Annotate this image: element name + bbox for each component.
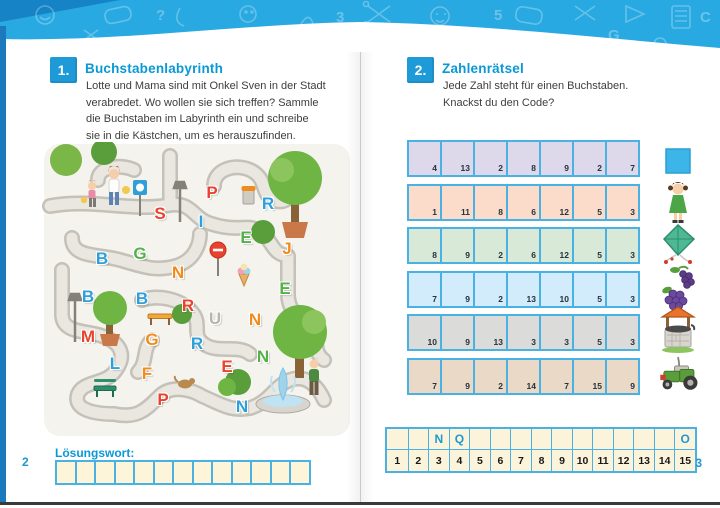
letter-input-cell[interactable] [605,140,640,177]
code-key-letter-cell[interactable] [531,429,552,450]
letter-input-cell[interactable] [407,358,442,395]
maze-letter-N: N [256,347,270,366]
cell-number-label: 9 [465,293,470,304]
letter-input-cell[interactable] [440,358,475,395]
code-word-row-1 [407,140,640,177]
page-number-left: 2 [22,455,29,469]
code-key-letter-cell[interactable] [551,429,572,450]
maze-letter-B: B [135,289,149,308]
instruction-line: verabredet. Wo wollen sie sich treffen? Sammle [86,96,319,109]
letter-input-cell[interactable] [605,358,640,395]
code-key-number-cell: 4 [449,450,470,471]
letter-input-cell[interactable] [572,140,607,177]
code-key-number-cell: 10 [572,450,593,471]
code-key-number-cell: 12 [613,450,634,471]
letter-input-cell[interactable] [407,184,442,221]
code-key-number-cell: 3 [428,450,449,471]
cell-number-label: 5 [597,337,602,348]
letter-input-cell[interactable] [605,184,640,221]
maze-letter-E: E [221,357,233,376]
code-word-row-6 [407,358,640,395]
code-key-letter-cell[interactable]: O [674,429,695,450]
row-clue-1 [655,140,701,182]
letter-input-cell[interactable] [473,358,508,395]
cell-number-label: 5 [597,206,602,217]
code-key-letter-cell[interactable] [592,429,613,450]
task-instructions-left [86,78,361,144]
maze-letter-P: P [206,183,218,202]
cell-number-label: 11 [461,206,470,217]
code-word-row-5 [407,314,640,351]
cell-number-label: 12 [559,206,569,217]
solution-letter-box[interactable] [192,460,214,485]
row-clue-3 [655,224,701,266]
solution-letter-box[interactable] [172,460,194,485]
grapes-icon [659,264,697,310]
code-key-letter-cell[interactable] [387,429,408,450]
cell-number-label: 13 [493,337,503,348]
code-key-letter-cell[interactable] [613,429,634,450]
letter-input-cell[interactable] [473,184,508,221]
letter-input-cell[interactable] [440,140,475,177]
cell-number-label: 2 [498,293,503,304]
page-number-right: 3 [695,456,702,470]
maze-letter-E: E [279,279,291,298]
cell-number-label: 6 [531,206,536,217]
instruction-line: Jede Zahl steht für einen Buchstaben. [443,80,629,92]
letter-input-cell[interactable] [539,227,574,264]
letter-input-cell[interactable] [572,227,607,264]
instruction-line: die Buchstaben im Labyrinth ein und schreibe [86,113,309,125]
code-key-letter-cell[interactable] [633,429,654,450]
cell-number-label: 2 [597,163,602,173]
letter-input-cell[interactable] [473,227,508,264]
doodle-glyph: ? [156,7,166,24]
letter-input-cell[interactable] [572,184,607,221]
cell-number-label: 14 [526,381,536,391]
letter-input-cell[interactable] [473,314,508,351]
cell-number-label: 3 [564,337,569,348]
code-word-row-2 [407,184,640,221]
cell-number-label: 3 [630,337,635,348]
solution-word-boxes [55,460,311,485]
cell-number-label: 2 [498,250,503,261]
row-clue-4 [655,266,701,308]
solution-letter-box[interactable] [231,460,253,485]
page-right [360,0,720,508]
letter-input-cell[interactable] [572,358,607,395]
code-key-letter-cell[interactable] [510,429,531,450]
code-key-table [385,427,697,473]
cell-number-label: 9 [630,381,635,391]
letter-input-cell[interactable] [407,227,442,264]
solution-letter-box[interactable] [133,460,155,485]
letter-input-cell[interactable] [605,227,640,264]
maze-letter-R: R [181,296,195,315]
code-key-number-cell: 8 [531,450,552,471]
maze-letter-I: I [198,212,204,231]
solution-letter-box[interactable] [153,460,175,485]
solution-word-label: Lösungswort: [55,446,135,460]
letter-input-cell[interactable] [506,271,541,308]
maze-letter-L: L [109,354,121,373]
cell-number-label: 5 [597,250,602,261]
code-key-number-cell: 13 [633,450,654,471]
solution-letter-box[interactable] [270,460,292,485]
cell-number-label: 2 [498,381,503,391]
letter-input-cell[interactable] [473,271,508,308]
maze-letter-J: J [282,239,292,258]
letter-input-cell[interactable] [506,314,541,351]
cell-number-label: 4 [432,163,437,173]
solution-letter-box[interactable] [114,460,136,485]
cell-number-label: 7 [630,163,635,173]
cell-number-label: 2 [498,163,503,173]
cell-number-label: 6 [531,250,536,261]
letter-input-cell[interactable] [440,314,475,351]
letter-input-cell[interactable] [506,358,541,395]
tractor-icon [655,351,701,395]
solution-letter-box[interactable] [94,460,116,485]
letter-input-cell[interactable] [539,358,574,395]
cell-number-label: 7 [564,381,569,391]
maze-letter-R: R [190,334,204,353]
code-key-number-cell: 9 [551,450,572,471]
cell-number-label: 10 [427,337,437,348]
doodle-glyph: 5 [494,7,503,24]
letter-input-cell[interactable] [506,227,541,264]
cell-number-label: 3 [630,250,635,261]
cell-number-label: 10 [559,293,569,304]
solution-letter-box[interactable] [289,460,311,485]
task-instructions-right [443,78,693,111]
letter-input-cell[interactable] [407,314,442,351]
task-number-badge-1: 1. [50,57,77,83]
code-key-letter-cell[interactable]: Q [449,429,470,450]
cell-number-label: 9 [465,337,470,348]
page-left [6,0,360,508]
letter-input-cell[interactable] [506,184,541,221]
code-key-number-cell: 6 [490,450,511,471]
cell-number-label: 3 [531,337,536,348]
code-key-letter-cell[interactable] [490,429,511,450]
cell-number-label: 8 [498,206,503,217]
code-key-number-cell: 11 [592,450,613,471]
letter-input-cell[interactable] [407,271,442,308]
blue-square-icon [663,146,693,176]
letter-input-cell[interactable] [473,140,508,177]
code-key-letter-cell[interactable]: N [428,429,449,450]
maze-letter-P: P [157,390,169,409]
solution-letter-box[interactable] [55,460,77,485]
maze-letter-B: B [95,249,109,268]
solution-letter-box[interactable] [250,460,272,485]
instruction-line: sie in die Kästchen, um es herauszufinden. [86,129,296,142]
doodle-glyph: C [700,9,711,26]
cell-number-label: 1 [432,206,437,217]
cell-number-label: 7 [432,381,437,391]
code-key-number-cell: 15 [674,450,695,471]
code-key-letter-cell[interactable] [469,429,490,450]
cell-number-label: 9 [465,381,470,391]
row-clue-5 [655,308,701,350]
cell-number-label: 8 [531,163,536,173]
maze-letter-G: G [145,330,159,349]
maze-letter-N: N [248,310,262,329]
letter-input-cell[interactable] [440,271,475,308]
cell-number-label: 7 [432,293,437,304]
letter-input-cell[interactable] [605,314,640,351]
cell-number-label: 8 [432,250,437,261]
task-number-badge-2: 2. [407,57,434,83]
task-title-right: Zahlenrätsel [442,61,524,76]
book-bottom-edge [0,502,720,505]
maze-letter-N: N [235,397,249,416]
cell-number-label: 5 [597,293,602,304]
row-clue-6 [655,352,701,394]
letter-input-cell[interactable] [440,184,475,221]
cell-number-label: 9 [465,250,470,261]
maze-letter-G: G [133,244,147,263]
letter-input-cell[interactable] [572,314,607,351]
letter-maze-illustration [42,142,354,440]
code-key-letter-cell[interactable] [654,429,675,450]
cell-number-label: 12 [559,250,569,261]
maze-letter-U: U [208,309,222,328]
letter-input-cell[interactable] [440,227,475,264]
doodle-glyph: G [608,27,620,44]
code-word-row-3 [407,227,640,264]
instruction-line: Lotte und Mama sind mit Onkel Sven in der Stadt [86,80,326,92]
kite-icon [658,223,698,267]
instruction-line: Knackst du den Code? [443,96,555,109]
task-title-left: Buchstabenlabyrinth [85,61,224,76]
code-key-number-cell: 7 [510,450,531,471]
cell-number-label: 13 [526,293,536,304]
solution-letter-box[interactable] [75,460,97,485]
doodle-glyph: 3 [336,9,345,26]
cell-number-label: 9 [564,163,569,173]
trash-bin-icon [242,186,256,204]
girl-icon [665,181,691,225]
cell-number-label: 13 [460,163,470,173]
doodle-glyph: S [262,27,273,44]
row-clue-2 [655,182,701,224]
code-key-letter-cell[interactable] [572,429,593,450]
maze-letter-R: R [261,194,275,213]
cell-number-label: 15 [592,381,602,391]
code-key-number-cell: 14 [654,450,675,471]
letter-input-cell[interactable] [506,140,541,177]
letter-input-cell[interactable] [539,271,574,308]
maze-letter-N: N [171,263,185,282]
letter-input-cell[interactable] [539,140,574,177]
code-word-row-4 [407,271,640,308]
letter-input-cell[interactable] [605,271,640,308]
cell-number-label: 3 [630,293,635,304]
maze-letter-B: B [81,287,95,306]
code-key-number-cell: 2 [408,450,429,471]
code-key-number-cell: 1 [394,454,401,467]
spine-divider [360,52,361,502]
letter-input-cell[interactable] [572,271,607,308]
letter-input-cell[interactable] [539,184,574,221]
cell-number-label: 3 [630,206,635,217]
maze-letter-M: M [80,327,96,346]
letter-input-cell[interactable] [539,314,574,351]
letter-input-cell[interactable] [407,140,442,177]
solution-letter-box[interactable] [211,460,233,485]
well-icon [658,305,698,353]
maze-letter-S: S [154,204,166,223]
maze-letter-F: F [141,364,153,383]
code-key-letter-cell[interactable] [408,429,429,450]
maze-letter-E: E [240,228,252,247]
code-key-number-cell: 5 [469,450,490,471]
